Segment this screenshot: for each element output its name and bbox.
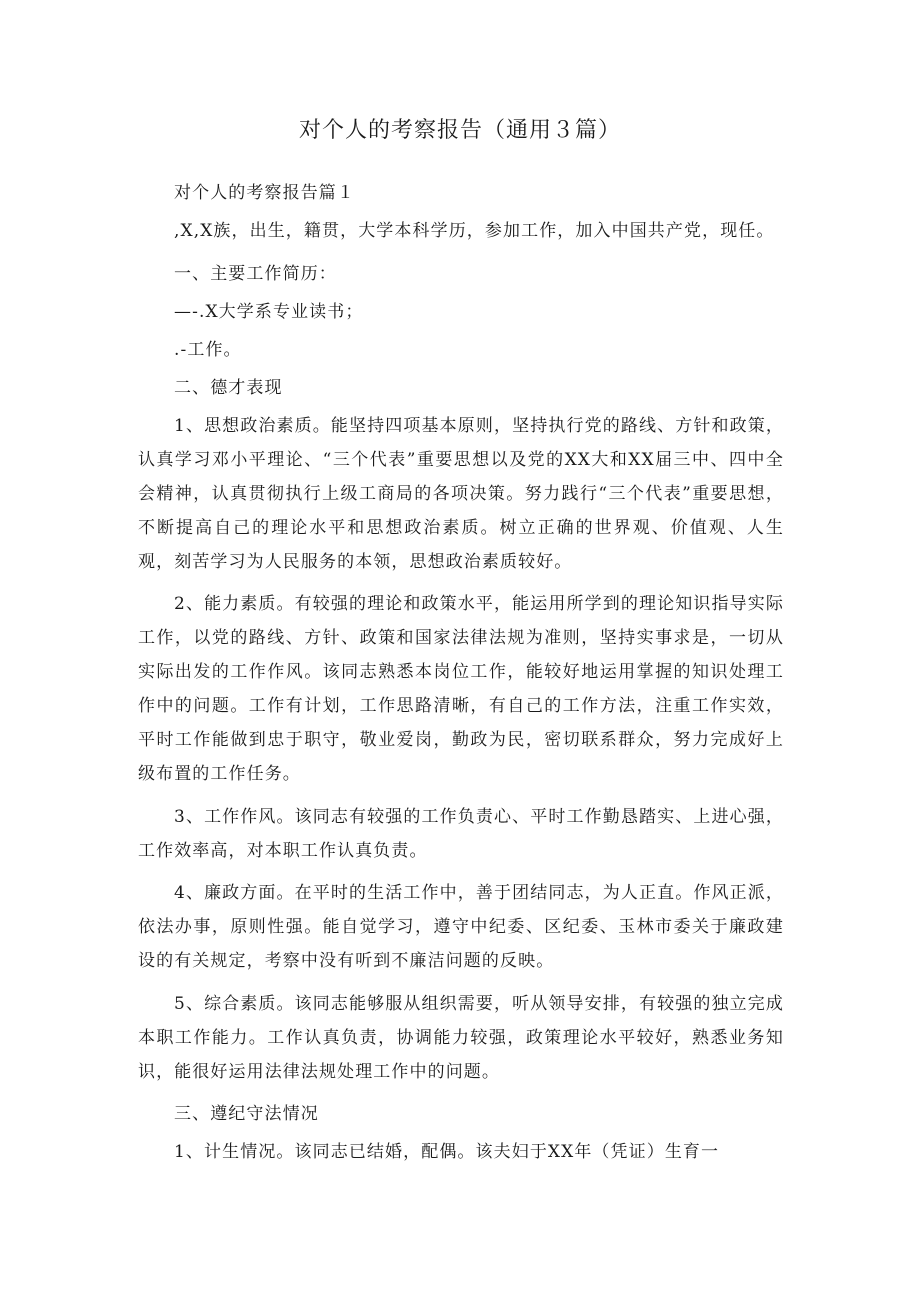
- paragraph: 5、综合素质。该同志能够服从组织需要，听从领导安排，有较强的独立完成本职工作能力。工作认真负责，协调能力较强，政策理论水平较好，熟悉业务知识，能很好运用法律法规处理工作中的问题。: [138, 993, 784, 1082]
- paragraph: 3、工作作风。该同志有较强的工作负责心、平时工作勤恳踏实、上进心强，工作效率高，对本职工作认真负责。: [138, 806, 784, 861]
- section-heading: 三、遵纪守法情况: [174, 1104, 319, 1124]
- paragraph: .-工作。: [174, 339, 242, 360]
- section-heading: 二、德才表现: [174, 377, 283, 398]
- paragraph: —-.X大学系专业读书；: [174, 301, 364, 322]
- paragraph: 2、能力素质。有较强的理论和政策水平，能运用所学到的理论知识指导实际工作，以党的路线、方针、政策和国家法律法规为准则，坚持实事求是，一切从实际出发的工作作风。该同志熟悉本岗位工作，能较好地运用掌握的知识处理工作中的问题。工作有计划，工作思路清晰，有自己的工作方法，注重工作实效，平时工作能做到忠于职守，敬业爱岗，勤政为民，密切联系群众，努力完成好上级布置的工作任务。: [138, 594, 784, 784]
- paragraph: 4、廉政方面。在平时的生活工作中，善于团结同志，为人正直。作风正派，依法办事，原则性强。能自觉学习，遵守中纪委、区纪委、玉林市委关于廉政建设的有关规定，考察中没有听到不廉洁问题的反映。: [138, 883, 784, 971]
- section-heading: 对个人的考察报告篇１: [174, 183, 355, 203]
- document-title: 对个人的考察报告（通用３篇）: [298, 118, 621, 143]
- paragraph: 1、思想政治素质。能坚持四项基本原则，坚持执行党的路线、方针和政策，认真学习邓小平理论、“三个代表”重要思想以及党的XX大和XX届三中、四中全会精神，认真贯彻执行上级工商局的各项决策。努力践行“三个代表”重要思想，不断提高自己的理论水平和思想政治素质。树立正确的世界观、价值观、人生观，刻苦学习为人民服务的本领，思想政治素质较好。: [138, 415, 784, 572]
- section-heading: 一、主要工作简历：: [174, 263, 337, 284]
- document-body: [138, 176, 784, 1178]
- paragraph: ,X,X族，出生，籍贯，大学本科学历，参加工作，加入中国共产党，现任。: [174, 221, 775, 241]
- paragraph: 1、计生情况。该同志已结婚，配偶。该夫妇于XX年（凭证）生育一: [174, 1142, 720, 1162]
